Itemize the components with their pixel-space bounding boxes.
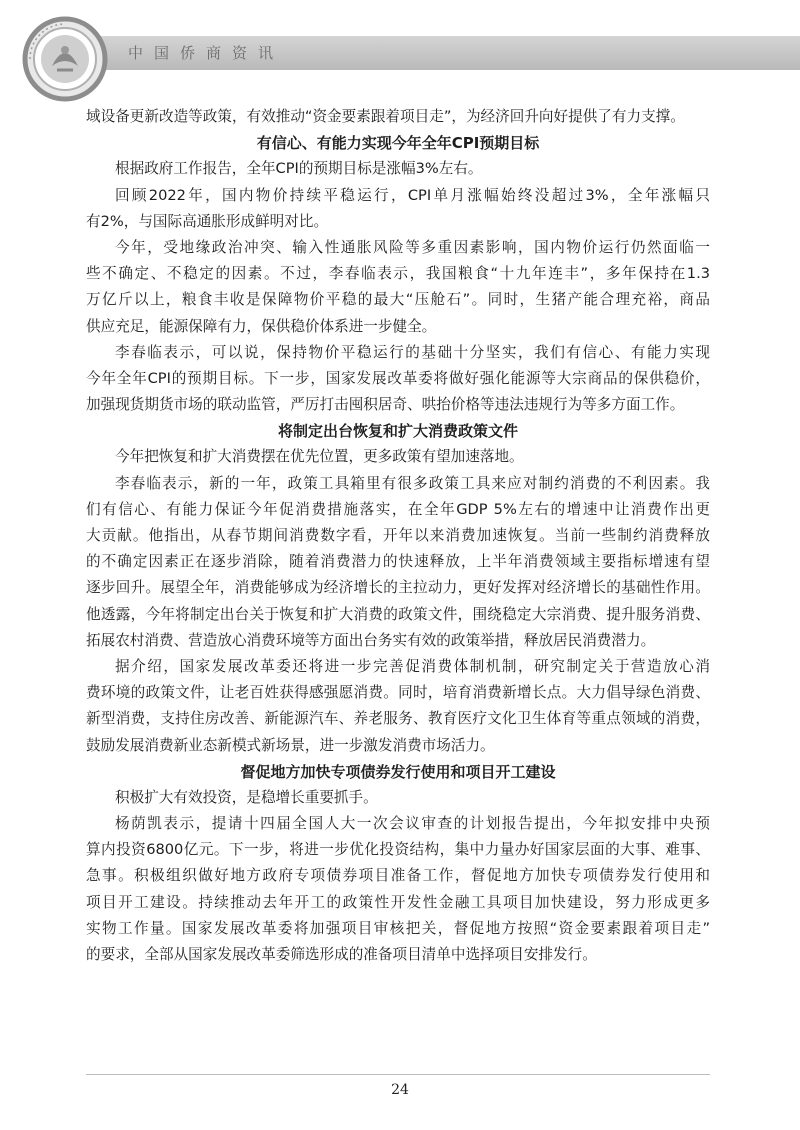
paragraph-line: 域设备更新改造等政策，有效推动“资金要素跟着项目走”，为经济回升向好提供了有力支撑。 xyxy=(86,108,685,125)
page-number: 24 xyxy=(391,1082,409,1098)
paragraph xyxy=(86,785,710,811)
paragraph xyxy=(86,235,710,340)
paragraph-line: 拓展农村消费、营造放心消费环境等方面出台务实有效的政策举措，释放居民消费潜力。 xyxy=(86,631,656,649)
paragraph xyxy=(86,811,710,968)
paragraph-line: 万亿斤以上，粮食丰收是保障物价平稳的最大“压舱石”。同时，生猪产能合理充裕，商品 xyxy=(86,291,710,309)
page-header xyxy=(0,0,800,90)
paragraph-line: 鼓励发展消费新业态新模式新场景，进一步激发消费市场活力。 xyxy=(86,736,495,754)
paragraph-line: 新型消费，支持住房改善、新能源汽车、养老服务、教育医疗文化卫生体育等重点领域的消费， xyxy=(86,710,710,728)
logo-emblem xyxy=(10,4,120,114)
paragraph xyxy=(86,654,710,759)
section-heading: 督促地方加快专项债券发行使用和项目开工建设 xyxy=(240,762,556,781)
paragraph-line: 们有信心、有能力保证今年促消费措施落实，在全年GDP 5%左右的增速中让消费作出更 xyxy=(86,500,710,518)
section-heading: 将制定出台恢复和扩大消费政策文件 xyxy=(277,422,518,441)
paragraph-line: 今年把恢复和扩大消费摆在优先位置，更多政策有望加速落地。 xyxy=(115,448,524,466)
paragraph xyxy=(86,183,710,235)
paragraph-line: 李春临表示，新的一年，政策工具箱里有很多政策工具来应对制约消费的不利因素。我 xyxy=(115,474,710,492)
paragraph-line: 今年，受地缘政治冲突、输入性通胀风险等多重因素影响，国内物价运行仍然面临一 xyxy=(115,238,710,256)
paragraph-line: 的要求，全部从国家发展改革委筛选形成的准备项目清单中选择项目安排发行。 xyxy=(86,946,597,963)
paragraph-line: 回顾2022年，国内物价持续平稳运行，CPI单月涨幅始终没超过3%，全年涨幅只 xyxy=(115,186,710,204)
paragraph-line: 有2%，与国际高通胀形成鲜明对比。 xyxy=(86,212,329,230)
paragraph-line: 杨荫凯表示，提请十四届全国人大一次会议审查的计划报告提出，今年拟安排中央预 xyxy=(115,815,710,833)
paragraph-line: 急事。积极组织做好地方政府专项债券项目准备工作，督促地方加快专项债券发行使用和 xyxy=(86,867,710,885)
paragraph-line: 项目开工建设。持续推动去年开工的政策性开发性金融工具项目加快建设，努力形成更多 xyxy=(86,893,710,911)
paragraph xyxy=(86,156,710,182)
paragraph xyxy=(86,104,710,130)
paragraph-line: 的不确定因素正在逐步消除，随着消费潜力的快速释放，上半年消费领域主要指标增速有望 xyxy=(86,553,710,571)
paragraph-line: 他透露，今年将制定出台关于恢复和扩大消费的政策文件，围绕稳定大宗消费、提升服务消费、 xyxy=(86,605,710,623)
footer-divider xyxy=(86,1074,710,1075)
paragraph-line: 今年全年CPI的预期目标。下一步，国家发展改革委将做好强化能源等大宗商品的保供稳价， xyxy=(86,369,710,387)
paragraph-line: 些不确定、不稳定的因素。不过，李春临表示，我国粮食“十九年连丰”，多年保持在1.3 xyxy=(86,265,710,283)
paragraph-line: 积极扩大有效投资，是稳增长重要抓手。 xyxy=(115,788,378,806)
paragraph-line: 据介绍，国家发展改革委还将进一步完善促消费体制机制，研究制定关于营造放心消 xyxy=(115,657,710,675)
paragraph-line: 根据政府工作报告，全年CPI的预期目标是涨幅3%左右。 xyxy=(115,160,483,178)
section-heading: 有信心、有能力实现今年全年CPI预期目标 xyxy=(256,134,540,153)
paragraph xyxy=(86,340,710,419)
paragraph xyxy=(86,444,710,470)
paragraph-line: 大贡献。他指出，从春节期间消费数字看，开年以来消费加速恢复。当前一些制约消费释放 xyxy=(86,527,710,544)
header-title: 中国侨商资讯 xyxy=(128,44,285,62)
paragraph xyxy=(86,471,710,654)
article-body xyxy=(86,104,710,968)
paragraph-line: 逐步回升。展望全年，消费能够成为经济增长的主拉动力，更好发挥对经济增长的基础性作用。 xyxy=(86,579,710,597)
paragraph-line: 算内投资6800亿元。下一步，将进一步优化投资结构，集中力量办好国家层面的大事、难事、 xyxy=(86,841,710,859)
paragraph-line: 加强现货期货市场的联动监管，严厉打击囤积居奇、哄抬价格等违法违规行为等多方面工作。 xyxy=(86,396,685,414)
paragraph-line: 费环境的政策文件，让老百姓获得感强愿消费。同时，培育消费新增长点。大力倡导绿色消费、 xyxy=(86,684,710,702)
paragraph-line: 供应充足，能源保障有力，保供稳价体系进一步健全。 xyxy=(86,317,437,335)
paragraph-line: 李春临表示，可以说，保持物价平稳运行的基础十分坚实，我们有信心、有能力实现 xyxy=(115,343,710,361)
paragraph-line: 实物工作量。国家发展改革委将加强项目审核把关，督促地方按照“资金要素跟着项目走” xyxy=(86,919,710,937)
